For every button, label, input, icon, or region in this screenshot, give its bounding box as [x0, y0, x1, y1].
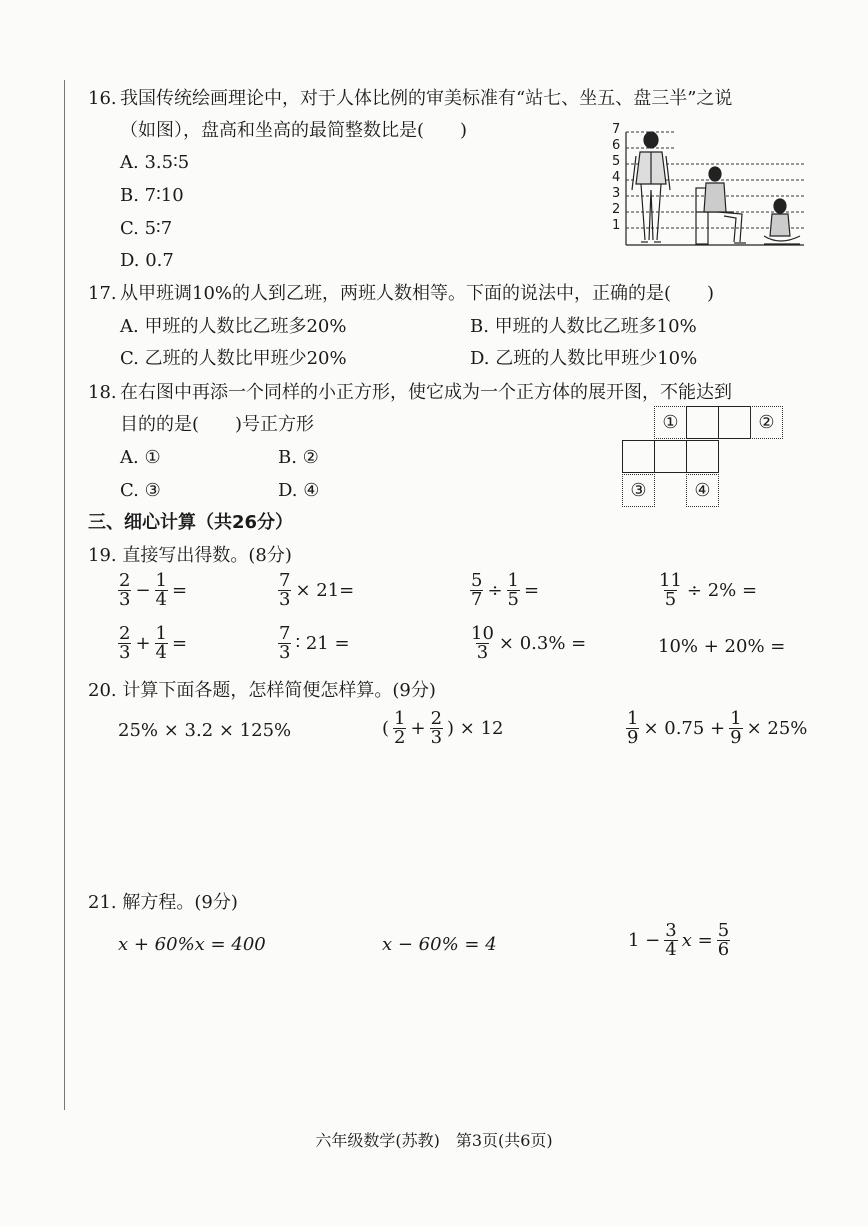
q20-e2: ( $\frac{1}{2}$ + $\frac{2}{3}$ ) × 12	[382, 708, 504, 748]
q17-text: 从甲班调10%的人到乙班，两班人数相等。下面的说法中，正确的是( )	[120, 283, 715, 304]
q21-e2: x − 60% = 4	[382, 934, 497, 955]
q19-r2-e1: $\frac{2}{3}$ + $\frac{1}{4}$ =	[119, 623, 188, 663]
q19-r1-e3: $\frac{5}{7}$ ÷ $\frac{1}{5}$ =	[471, 570, 540, 610]
scale-2: 2	[612, 202, 621, 217]
body-proportion-illustration	[608, 128, 808, 248]
q17-option-d: D. 乙班的人数比甲班少10%	[470, 348, 698, 369]
q18-number: 18.	[88, 382, 117, 403]
q18-option-a: A. ①	[120, 447, 161, 468]
figure-scale	[612, 122, 620, 234]
q18-cube-net-figure	[620, 406, 786, 508]
q16-text-line2: （如图），盘高和坐高的最简整数比是( )	[120, 120, 468, 141]
q17-number: 17.	[88, 283, 117, 304]
binding-margin-line	[64, 80, 65, 1110]
scale-3: 3	[612, 186, 621, 201]
q21-e3: 1 − $\frac{3}{4}$ x = $\frac{5}{6}$	[628, 920, 730, 960]
square-4: ④	[686, 474, 719, 507]
q16-number: 16.	[88, 88, 117, 109]
q18-option-b: B. ②	[278, 447, 319, 468]
q19-r1-e2: $\frac{7}{3}$ × 21=	[279, 570, 355, 610]
q19-r1-e1: $\frac{2}{3}$ − $\frac{1}{4}$ =	[119, 570, 188, 610]
section-3-title: 三、细心计算（共26分）	[88, 512, 294, 533]
scale-5: 5	[612, 154, 621, 169]
q16-text-line1: 我国传统绘画理论中，对于人体比例的审美标准有“站七、坐五、盘三半”之说	[120, 88, 733, 109]
page-footer: 六年级数学(苏教) 第3页(共6页)	[315, 1131, 553, 1150]
scale-4: 4	[612, 170, 621, 185]
q19-title: 19. 直接写出得数。(8分)	[88, 545, 292, 566]
q20-e1: 25% × 3.2 × 125%	[118, 720, 292, 741]
q18-text-line2: 目的的是( )号正方形	[120, 414, 315, 435]
q18-option-d: D. ④	[278, 480, 320, 501]
q16-option-b: B. 7∶10	[120, 185, 184, 206]
q16-option-a: A. 3.5∶5	[120, 152, 190, 173]
q18-option-c: C. ③	[120, 480, 161, 501]
q17-option-a: A. 甲班的人数比乙班多20%	[120, 316, 347, 337]
scale-6: 6	[612, 138, 621, 153]
cross-legged-figure-icon	[764, 199, 800, 244]
q16-option-d: D. 0.7	[120, 250, 174, 271]
q21-title: 21. 解方程。(9分)	[88, 892, 238, 913]
q19-r2-e4: 10% + 20% =	[658, 636, 786, 657]
q16-option-c: C. 5∶7	[120, 218, 173, 239]
net-square	[686, 406, 719, 439]
square-2: ②	[750, 406, 783, 439]
q20-e3: $\frac{1}{9}$ × 0.75 + $\frac{1}{9}$ × 25%	[627, 708, 808, 748]
q17-option-c: C. 乙班的人数比甲班少20%	[120, 348, 347, 369]
q19-r2-e3: $\frac{10}{3}$ × 0.3% =	[471, 623, 587, 663]
net-square	[622, 440, 655, 473]
q18-text-line1: 在右图中再添一个同样的小正方形，使它成为一个正方体的展开图，不能达到	[120, 382, 732, 403]
square-1: ①	[654, 406, 687, 439]
q20-title: 20. 计算下面各题，怎样简便怎样算。(9分)	[88, 680, 436, 701]
net-square	[654, 440, 687, 473]
q17-option-b: B. 甲班的人数比乙班多10%	[470, 316, 697, 337]
q21-e1: x + 60%x = 400	[118, 934, 266, 955]
net-square	[686, 440, 719, 473]
seated-figure-icon	[696, 167, 746, 244]
scale-7: 7	[612, 122, 621, 137]
net-square	[718, 406, 751, 439]
q19-r1-e4: $\frac{11}{5}$ ÷ 2% =	[659, 570, 758, 610]
q19-r2-e2: $\frac{7}{3}$ ∶ 21 =	[279, 623, 350, 663]
square-3: ③	[622, 474, 655, 507]
q16-figure-body-proportion	[608, 122, 808, 248]
scale-1: 1	[612, 218, 621, 233]
